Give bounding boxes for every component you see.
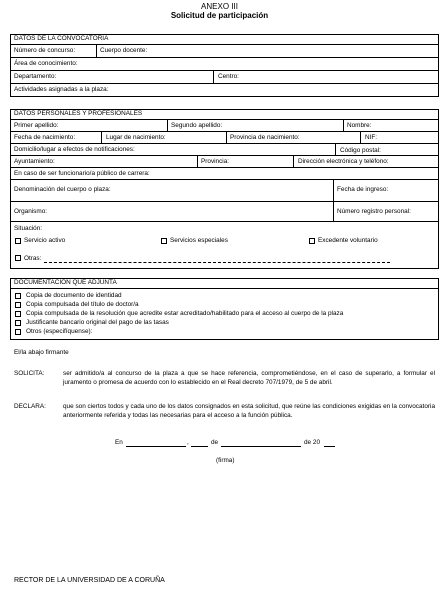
doc-item: Copia compulsada de la resolución que acredite estar acreditado/habilitado para el acceso al cuerpo de la plaza [26, 310, 344, 317]
divider [213, 70, 214, 83]
departamento-field[interactable]: Departamento: [14, 73, 57, 80]
area-field[interactable]: Área de conocimiento: [14, 60, 78, 67]
anio-blank[interactable] [324, 446, 335, 447]
servicios-especiales-label: Servicios especiales [170, 237, 228, 244]
divider [10, 57, 439, 58]
denominacion-field[interactable]: Denominación del cuerpo o plaza: [14, 186, 111, 193]
lugar-nacimiento-field[interactable]: Lugar de nacimiento: [106, 134, 166, 141]
servicio-activo-label: Servicio activo [24, 237, 66, 244]
numero-concurso-field[interactable]: Número de concurso: [14, 47, 76, 54]
divider [293, 155, 294, 167]
solicita-text: ser admitido/a al concurso de la plaza a que se hace referencia, comprometiéndose, en el caso de superarlo, a formular el juramento o promesa de acuerdo con lo establecido en el Real decreto 707/1979, de 5 de abril. [63, 370, 435, 386]
fecha-nacimiento-field[interactable]: Fecha de nacimiento: [14, 134, 76, 141]
ayuntamiento-field[interactable]: Ayuntamiento: [14, 158, 55, 165]
nombre-field[interactable]: Nombre: [347, 122, 372, 129]
divider [333, 179, 334, 221]
excedente-checkbox[interactable] [309, 238, 315, 244]
annex-label: ANEXO III [201, 2, 238, 11]
divider [10, 70, 439, 71]
divider [96, 44, 97, 57]
provincia-field[interactable]: Provincia: [201, 158, 230, 165]
divider [197, 155, 198, 167]
section-heading-convocatoria: DATOS DE LA CONVOCATORIA [14, 35, 109, 42]
divider [10, 131, 439, 132]
divider [335, 143, 336, 155]
funcionario-label: En caso de ser funcionario/a público de carrera: [14, 170, 150, 177]
divider [10, 179, 439, 180]
otras-label: Otras: [24, 255, 42, 262]
firmante-label: El/la abajo firmante [14, 349, 69, 356]
divider [343, 119, 344, 131]
doc-item: Copia de documento de identidad [26, 292, 122, 299]
actividades-field[interactable]: Actividades asignadas a la plaza: [14, 86, 109, 93]
nif-field[interactable]: NIF: [365, 134, 378, 141]
doc-checkbox-4[interactable] [15, 320, 21, 326]
section-heading-documentacion: DOCUMENTACIÓN QUE ADJUNTA [14, 279, 117, 286]
primer-apellido-field[interactable]: Primer apellido: [14, 122, 59, 129]
provincia-nacimiento-field[interactable]: Provincia de nacimiento: [230, 134, 300, 141]
mes-blank[interactable] [221, 446, 301, 447]
divider [10, 221, 439, 222]
otras-checkbox[interactable] [15, 255, 21, 261]
lugar-fecha-de2: de 20 [304, 439, 320, 446]
segundo-apellido-field[interactable]: Segundo apellido: [171, 122, 223, 129]
fecha-ingreso-field[interactable]: Fecha de ingreso: [337, 186, 389, 193]
firma-label: (firma) [216, 457, 235, 464]
excedente-label: Excedente voluntario [318, 237, 378, 244]
doc-item: Otros (especifíquense): [26, 328, 93, 335]
doc-item: Copia compulsada del título de doctor/a [26, 301, 139, 308]
centro-field[interactable]: Centro: [218, 73, 239, 80]
divider [10, 288, 439, 289]
divider [10, 119, 439, 120]
section-heading-personales: DATOS PERSONALES Y PROFESIONALES [14, 110, 143, 117]
divider [10, 155, 439, 156]
servicio-activo-checkbox[interactable] [15, 238, 21, 244]
doc-checkbox-1[interactable] [15, 293, 21, 299]
organismo-field[interactable]: Organismo: [14, 208, 48, 215]
servicios-especiales-checkbox[interactable] [161, 238, 167, 244]
codigo-postal-field[interactable]: Código postal: [340, 147, 381, 154]
doc-item: Justificante bancario original del pago de las tasas [26, 319, 169, 326]
page-title: Solicitud de participación [170, 11, 269, 20]
declara-text: que son ciertos todos y cada uno de los datos consignados en esta solicitud, que reúne las condiciones exigidas en la convocatoria anteriormente referida y todas las necesarias para el acceso a la función pública. [63, 403, 435, 419]
domicilio-field[interactable]: Domicilio/lugar a efectos de notificaciones: [14, 146, 135, 153]
cuerpo-docente-field[interactable]: Cuerpo docente: [100, 47, 148, 54]
dia-blank[interactable] [191, 446, 208, 447]
comma-separator: , [187, 439, 189, 446]
divider [167, 119, 168, 131]
declara-label: DECLARA: [14, 403, 46, 410]
direccion-electronica-field[interactable]: Dirección electrónica y teléfono: [298, 158, 389, 165]
doc-checkbox-5[interactable] [15, 329, 21, 335]
lugar-blank[interactable] [126, 446, 186, 447]
divider [10, 167, 439, 168]
otras-underline[interactable] [44, 262, 390, 263]
divider [101, 131, 102, 143]
divider [226, 131, 227, 143]
doc-checkbox-3[interactable] [15, 311, 21, 317]
divider [360, 131, 361, 143]
divider [10, 44, 439, 45]
situacion-label: Situación: [14, 225, 43, 232]
divider [10, 83, 439, 84]
lugar-fecha-en: En [115, 439, 123, 446]
divider [10, 143, 439, 144]
doc-checkbox-2[interactable] [15, 302, 21, 308]
numero-registro-field[interactable]: Número registro personal: [337, 208, 411, 215]
footer-rector: RECTOR DE LA UNIVERSIDAD DE A CORUÑA [14, 577, 165, 584]
divider [10, 201, 439, 202]
solicita-label: SOLICITA: [14, 370, 45, 377]
lugar-fecha-de1: de [211, 439, 219, 446]
